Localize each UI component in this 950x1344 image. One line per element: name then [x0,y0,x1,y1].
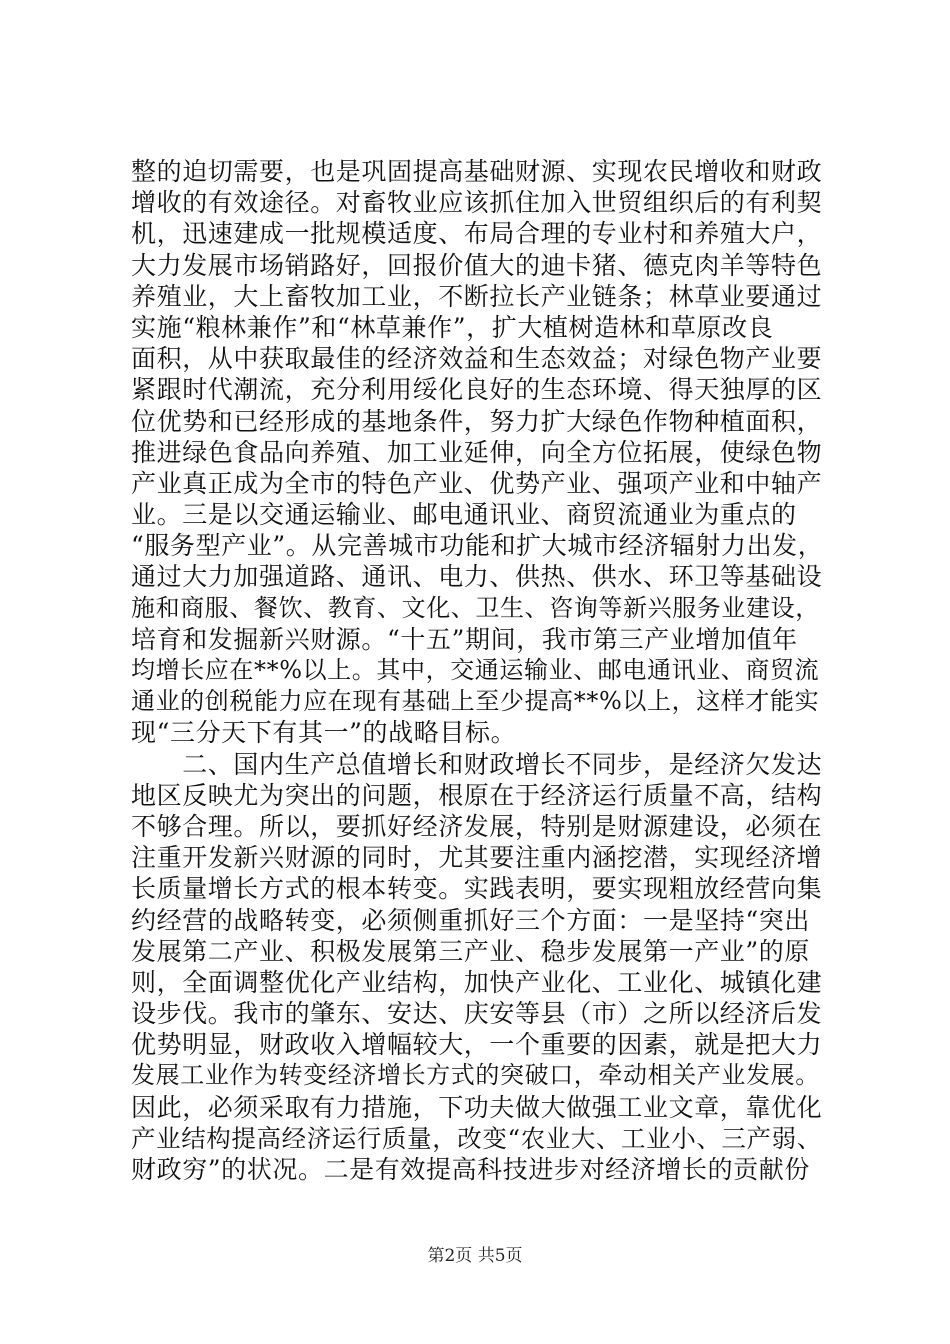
text-line: 设步伐。我市的肇东、安达、庆安等县（市）之所以经济后发 [131,999,823,1029]
text-line: 业。三是以交通运输业、邮电通讯业、商贸流通业为重点的 [131,500,797,530]
text-line: 整的迫切需要，也是巩固提高基础财源、实现农民增收和财政 [131,157,823,186]
text-line: 大力发展市场销路好，回报价值大的迪卡猪、德克肉羊等特色 [131,250,823,280]
text-line: 现“三分天下有其一”的战略目标。 [131,718,517,748]
text-line: 面积，从中获取最佳的经济效益和生态效益；对绿色物产业要 [131,344,823,374]
text-line: 二、国内生产总值增长和财政增长不同步，是经济欠发达 [131,749,823,779]
text-line: “服务型产业”。从完善城市功能和扩大城市经济辐射力出发， [131,531,824,561]
text-line: 则，全面调整优化产业结构，加快产业化、工业化、城镇化建 [131,967,823,997]
text-line: 均增长应在**%以上。其中，交通运输业、邮电通讯业、商贸流 [131,656,820,684]
body-text [131,156,831,1185]
text-line: 位优势和已经形成的基地条件，努力扩大绿色作物种植面积， [131,406,823,436]
text-line: 实施“粮林兼作”和“林草兼作”，扩大植树造林和草原改良 [131,312,774,342]
text-line: 因此，必须采取有力措施，下功夫做大做强工业文章，靠优化 [131,1092,823,1122]
text-line: 发展工业作为转变经济增长方式的突破口，牵动相关产业发展。 [131,1061,820,1090]
page-footer: 第2页 共5页 [427,1246,523,1266]
text-line: 培育和发掘新兴财源。“十五”期间，我市第三产业增加值年 [131,624,798,654]
text-line: 增收的有效途径。对畜牧业应该抓住加入世贸组织后的有利契 [131,188,823,218]
text-line: 约经营的战略转变，必须侧重抓好三个方面：一是坚持“突出 [131,905,810,935]
text-line: 优势明显，财政收入增幅较大，一个重要的因素，就是把大力 [131,1030,823,1060]
text-line: 不够合理。所以，要抓好经济发展，特别是财源建设，必须在 [131,811,823,841]
text-line: 施和商服、餐饮、教育、文化、卫生、咨询等新兴服务业建设， [131,593,820,622]
text-line: 发展第二产业、积极发展第三产业、稳步发展第一产业”的原 [131,936,810,966]
text-line: 地区反映尤为突出的问题，根原在于经济运行质量不高，结构 [131,780,823,810]
text-line: 通过大力加强道路、通讯、电力、供热、供水、环卫等基础设 [131,562,823,592]
text-line: 注重开发新兴财源的同时，尤其要注重内涵挖潜，实现经济增 [131,843,823,873]
text-line: 机，迅速建成一批规模适度、布局合理的专业村和养殖大户， [131,219,823,249]
text-line: 通业的创税能力应在现有基础上至少提高**%以上，这样才能实 [131,687,820,716]
text-line: 产业结构提高经济运行质量，改变“农业大、工业小、三产弱、 [131,1123,822,1153]
text-line: 推进绿色食品向养殖、加工业延伸，向全方位拓展，使绿色物 [131,437,823,467]
text-line: 产业真正成为全市的特色产业、优势产业、强项产业和中轴产 [131,468,823,498]
text-line: 养殖业，大上畜牧加工业，不断拉长产业链条；林草业要通过 [131,281,823,311]
text-line: 财政穷”的状况。二是有效提高科技进步对经济增长的贡献份 [131,1155,810,1184]
text-line: 紧跟时代潮流，充分利用绥化良好的生态环境、得天独厚的区 [131,375,823,405]
text-line: 长质量增长方式的根本转变。实践表明，要实现粗放经营向集 [131,874,823,904]
